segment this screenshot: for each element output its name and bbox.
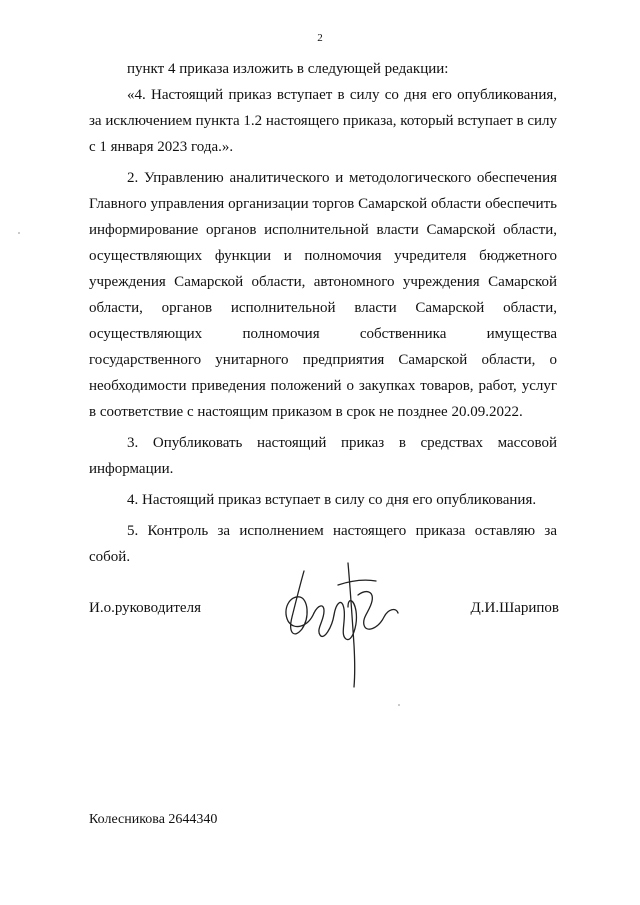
paragraph-quoted-item-4: «4. Настоящий приказ вступает в силу со дня его опубликования, за исключением пункта 1.2 настоящего приказа, который вступает в силу с 1 января 2023 года.».: [89, 87, 557, 155]
page-number: 2: [317, 32, 323, 44]
scan-speck: [398, 704, 400, 706]
handwritten-signature: [278, 555, 408, 695]
paragraph-item-4: 4. Настоящий приказ вступает в силу со дня его опубликования.: [127, 492, 537, 508]
executor-contact: Колесникова 2644340: [89, 812, 218, 827]
paragraph-item-5: 5. Контроль за исполнением настоящего приказа оставляю за собой.: [89, 523, 557, 565]
signer-name: Д.И.Шарипов: [470, 600, 559, 616]
scan-speck: [18, 232, 20, 234]
paragraph-item-3: 3. Опубликовать настоящий приказ в средствах массовой информации.: [89, 435, 557, 477]
position-title: И.о.руководителя: [89, 600, 201, 616]
document-body: [89, 56, 557, 570]
paragraph-item-2: 2. Управлению аналитического и методологического обеспечения Главного управления организации торгов Самарской области обеспечить информирование органов исполнительной власти Самарской области, осуществляющих функции и полномочия учредителя бюджетного учреждения Самарской области, автономного учреждения Самарской области, органов исполнительной власти Самарской области, осуществляющих полномочия собственника имущества государственного унитарного предприятия Самарской области, о необходимости приведения положений о закупках товаров, работ, услуг в соответствие с настоящим приказом в срок не позднее 20.09.2022.: [89, 170, 557, 420]
paragraph-intro: пункт 4 приказа изложить в следующей редакции:: [127, 61, 449, 77]
